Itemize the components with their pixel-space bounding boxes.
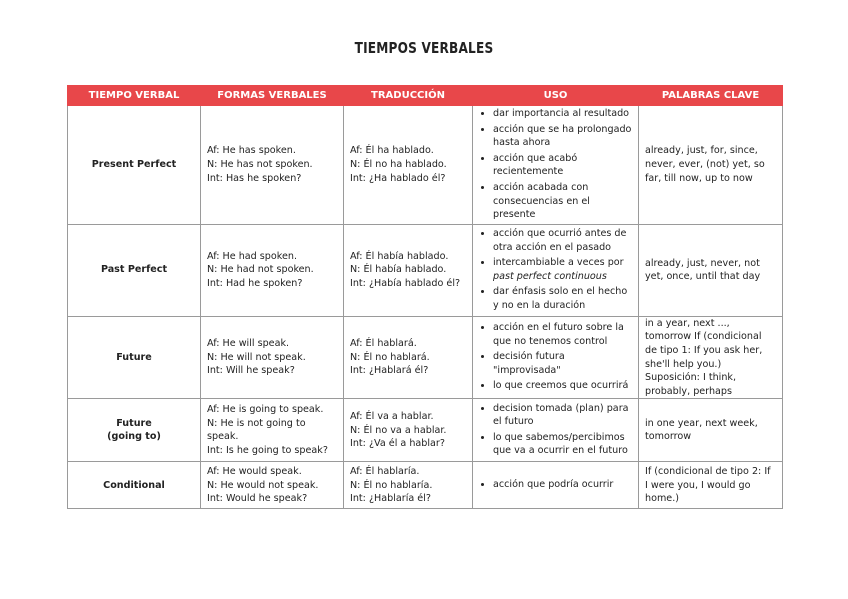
uso-item: • decision tomada (plan) para el futuro [493, 402, 632, 429]
translation-cell [344, 106, 473, 225]
header-traduccion: TRADUCCIÓN [344, 86, 473, 106]
keywords-cell: already, just, never, not yet, once, until that day [639, 224, 783, 316]
page-title: TIEMPOS VERBALES [354, 39, 494, 57]
keywords-cell: in one year, next week, tomorrow [639, 399, 783, 462]
tense-sublabel: (going to) [107, 431, 161, 443]
tense-label: Present Perfect [91, 159, 177, 171]
uso-item: • dar importancia al resultado [493, 107, 632, 121]
translation-cell [344, 462, 473, 509]
translation-affirmative: Af: Él hablaría. [350, 465, 420, 477]
translation-affirmative: Af: Él va a hablar. [350, 410, 434, 422]
translation-negative: N: Él había hablado. [350, 264, 447, 276]
uso-item: • acción que se ha prolongado hasta ahora [493, 123, 632, 150]
keywords-cell: in a year, next ..., tomorrow If (condicional de tipo 1: If you ask her, she'll help you.) Suposición: I think, probably, perhaps [639, 316, 783, 399]
tense-name [68, 106, 201, 225]
tense-label: Future [116, 417, 152, 429]
form-affirmative: Af: He had spoken. [207, 250, 298, 262]
uso-item [493, 256, 632, 283]
tense-label: Conditional [103, 479, 165, 491]
header-palabras-clave: PALABRAS CLAVE [639, 86, 783, 106]
header-tiempo-verbal: TIEMPO VERBAL [68, 86, 201, 106]
translation-affirmative: Af: Él hablará. [350, 338, 417, 350]
table-row [68, 316, 783, 399]
uso-list [479, 321, 632, 393]
forms-cell [201, 316, 344, 399]
form-negative: N: He has not spoken. [207, 159, 313, 171]
translation-negative: N: Él no hablará. [350, 351, 430, 363]
translation-cell [344, 316, 473, 399]
uso-item: • acción acabada con consecuencias en el presente [493, 181, 632, 222]
tense-name [68, 316, 201, 399]
uso-item: • acción que ocurrió antes de otra acción en el pasado [493, 227, 632, 254]
form-interrogative: Int: Is he going to speak? [207, 444, 328, 456]
translation-cell [344, 224, 473, 316]
table-header-row [68, 86, 783, 106]
table-row [68, 399, 783, 462]
form-interrogative: Int: Has he spoken? [207, 172, 302, 184]
translation-negative: N: Él no ha hablado. [350, 159, 447, 171]
forms-cell [201, 462, 344, 509]
translation-interrogative: Int: ¿Ha hablado él? [350, 172, 446, 184]
uso-item: • lo que creemos que ocurrirá [493, 379, 632, 393]
translation-affirmative: Af: Él ha hablado. [350, 145, 434, 157]
translation-negative: N: Él no hablaría. [350, 479, 433, 491]
form-affirmative: Af: He is going to speak. [207, 404, 324, 416]
tense-name [68, 224, 201, 316]
uso-list [479, 402, 632, 458]
form-negative: N: He is not going to speak. [207, 417, 306, 443]
keywords-cell: already, just, for, since, never, ever, (not) yet, so far, till now, up to now [639, 106, 783, 225]
translation-interrogative: Int: ¿Había hablado él? [350, 278, 461, 290]
form-interrogative: Int: Will he speak? [207, 365, 295, 377]
uso-item-italic: past perfect continuous [493, 270, 607, 282]
uso-item: • decisión futura "improvisada" [493, 350, 632, 377]
uso-cell [473, 106, 639, 225]
translation-interrogative: Int: ¿Hablará él? [350, 365, 429, 377]
form-interrogative: Int: Would he speak? [207, 493, 308, 505]
uso-list [479, 107, 632, 222]
verb-tenses-table [67, 85, 783, 509]
uso-item: • lo que sabemos/percibimos que va a ocurrir en el futuro [493, 431, 632, 458]
header-uso: USO [473, 86, 639, 106]
form-negative: N: He will not speak. [207, 351, 306, 363]
translation-affirmative: Af: Él había hablado. [350, 250, 449, 262]
tense-label: Future [116, 351, 152, 363]
table-row [68, 106, 783, 225]
uso-cell [473, 462, 639, 509]
form-negative: N: He had not spoken. [207, 264, 314, 276]
keywords-cell: If (condicional de tipo 2: If I were you, I would go home.) [639, 462, 783, 509]
uso-item: • acción en el futuro sobre la que no tenemos control [493, 321, 632, 348]
uso-item: • acción que acabó recientemente [493, 152, 632, 179]
uso-item-text: intercambiable a veces por [493, 257, 624, 269]
form-affirmative: Af: He would speak. [207, 465, 302, 477]
uso-list [479, 227, 632, 313]
translation-cell [344, 399, 473, 462]
tense-label: Past Perfect [100, 264, 168, 276]
forms-cell [201, 399, 344, 462]
translation-negative: N: Él no va a hablar. [350, 424, 447, 436]
header-formas-verbales: FORMAS VERBALES [201, 86, 344, 106]
uso-cell [473, 224, 639, 316]
translation-interrogative: Int: ¿Va él a hablar? [350, 438, 445, 450]
tense-name [68, 462, 201, 509]
form-affirmative: Af: He will speak. [207, 338, 290, 350]
table-row [68, 462, 783, 509]
uso-item: • acción que podría ocurrir [493, 478, 632, 492]
form-negative: N: He would not speak. [207, 479, 319, 491]
uso-list [479, 478, 632, 492]
form-affirmative: Af: He has spoken. [207, 145, 296, 157]
forms-cell [201, 224, 344, 316]
forms-cell [201, 106, 344, 225]
table-row [68, 224, 783, 316]
uso-cell [473, 399, 639, 462]
uso-cell [473, 316, 639, 399]
uso-item: • dar énfasis solo en el hecho y no en la duración [493, 285, 632, 312]
tense-name [68, 399, 201, 462]
translation-interrogative: Int: ¿Hablaría él? [350, 493, 431, 505]
form-interrogative: Int: Had he spoken? [207, 278, 303, 290]
